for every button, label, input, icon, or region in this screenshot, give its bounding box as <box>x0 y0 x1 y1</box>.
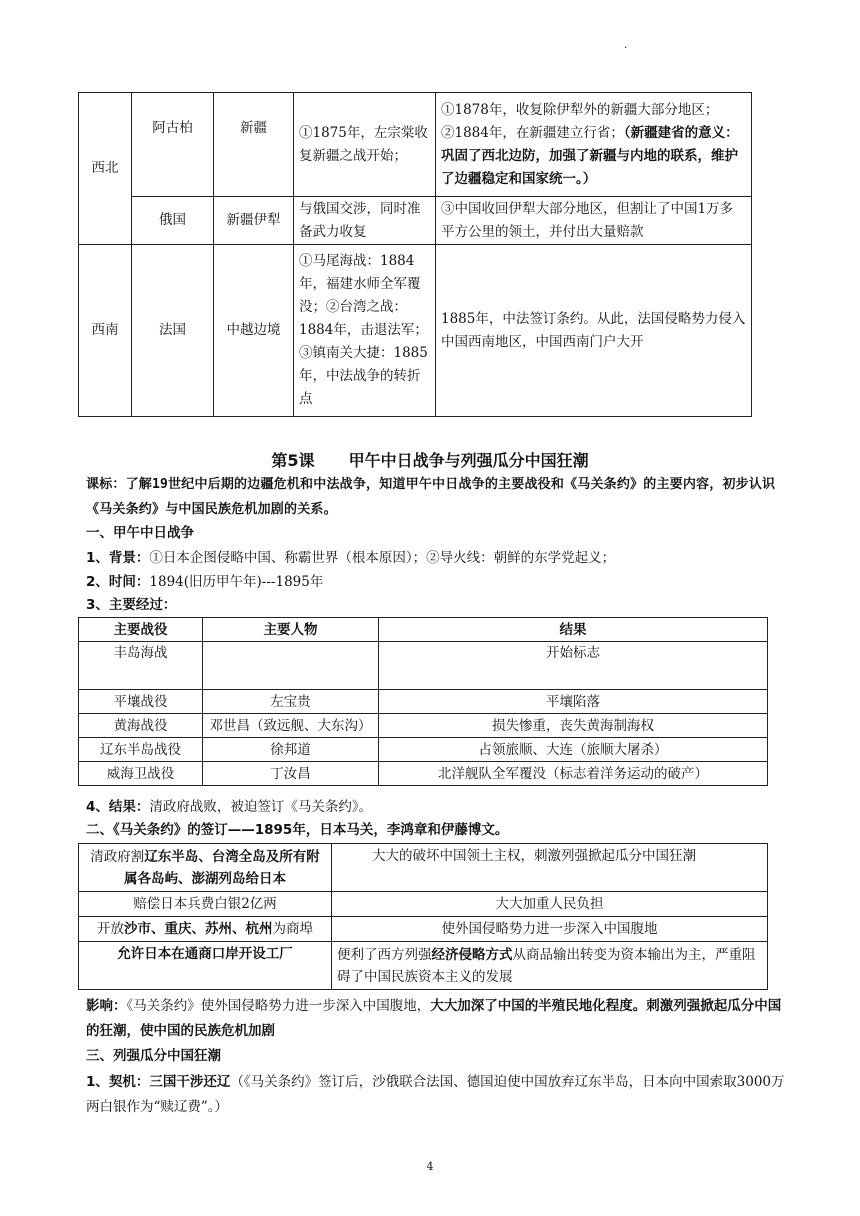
result-cell <box>436 93 752 197</box>
header-dot: . <box>624 40 628 51</box>
time-line <box>86 571 786 594</box>
outcome-cell: 占领旅顺、大连（旅顺大屠杀） <box>379 738 768 762</box>
table-row <box>79 245 752 417</box>
column-header: 主要战役 <box>79 618 203 642</box>
border-crisis-table <box>78 92 752 417</box>
effect-text: 从商品输出转变为资本输出为主，严重阻碍了中国民族资本主义的发展 <box>337 946 756 985</box>
person-cell: 丁汝昌 <box>203 762 379 786</box>
result-bold-text: （新疆建省的意义：巩固了西北边防，加强了新疆与内地的联系，维护了边疆稳定和国家统一。） <box>441 124 739 187</box>
result-cell: 1885年，中法签订条约。从此，法国侵略势力侵入中国西南地区，中国西南门户大开 <box>436 245 752 417</box>
person-cell: 左宝贵 <box>203 690 379 714</box>
opportunity-label: 1、契机：三国干涉还辽 <box>86 1074 231 1090</box>
battle-cell: 丰岛海战 <box>79 642 203 690</box>
curriculum-standard: 课标：了解19世纪中后期的边疆危机和中法战争，知道甲午中日战争的主要战役和《马关条约》的主要内容，初步认识《马关条约》与中国民族危机加剧的关系。 <box>86 477 776 517</box>
lesson-number: 第5课 <box>271 451 315 470</box>
lesson-name: 甲午中日战争与列强瓜分中国狂潮 <box>348 451 589 470</box>
table-row <box>79 844 768 892</box>
table-row <box>79 690 768 714</box>
place-cell: 新疆 <box>214 93 294 197</box>
table-row <box>79 642 768 690</box>
enemy-cell: 阿古柏 <box>132 93 214 197</box>
result-line <box>86 796 786 819</box>
person-cell: 徐邦道 <box>203 738 379 762</box>
term-cell: 允许日本在通商口岸开设工厂 <box>79 942 332 990</box>
table-header-row <box>79 618 768 642</box>
impact-bold-text: 大大加深了中国的半殖民地化程度。刺激列强掀起瓜分中国的狂潮，使中国的民族危机加剧 <box>86 998 782 1039</box>
person-cell <box>203 642 379 690</box>
region-cell: 西南 <box>79 245 132 417</box>
place-cell: 新疆伊犁 <box>214 197 294 245</box>
process-cell: ①马尾海战：1884年，福建水师全军覆没；②台湾之战：1884年，击退法军；③镇南关大捷：1885年，中法战争的转折点 <box>294 245 436 417</box>
table-row <box>79 738 768 762</box>
outcome-cell: 北洋舰队全军覆没（标志着洋务运动的破产） <box>379 762 768 786</box>
effect-cell: 大大加重人民负担 <box>332 892 768 917</box>
background-label: 1、背景： <box>86 550 150 566</box>
result-cell: ③中国收回伊犁大部分地区，但割让了中国1万多平方公里的领土，并付出大量赔款 <box>436 197 752 245</box>
battle-cell: 黄海战役 <box>79 714 203 738</box>
term-cell: 赔偿日本兵费白银2亿两 <box>79 892 332 917</box>
battle-cell: 辽东半岛战役 <box>79 738 203 762</box>
term-text: 为商埠 <box>272 921 313 937</box>
section-2-title <box>86 819 786 842</box>
term-cell <box>79 917 332 942</box>
process-cell: ①1875年，左宗棠收复新疆之战开始； <box>294 93 436 197</box>
impact-paragraph <box>86 994 786 1044</box>
impact-text: 《马关条约》使外国侵略势力进一步深入中国腹地， <box>126 998 431 1014</box>
time-label: 2、时间： <box>86 574 150 590</box>
treaty-terms-table <box>78 843 768 990</box>
outcome-cell: 损失惨重，丧失黄海制海权 <box>379 714 768 738</box>
term-text: 开放 <box>97 921 124 937</box>
enemy-cell: 俄国 <box>132 197 214 245</box>
effect-cell <box>332 942 768 990</box>
background-text: ①日本企图侵略中国、称霸世界（根本原因）；②导火线：朝鲜的东学党起义； <box>149 550 616 566</box>
effect-bold-text: 经济侵略方式 <box>431 946 513 963</box>
process-cell: 与俄国交涉，同时准备武力收复 <box>294 197 436 245</box>
outcome-cell: 平壤陷落 <box>379 690 768 714</box>
background-line <box>86 547 786 570</box>
outcome-cell: 开始标志 <box>379 642 768 690</box>
section-1-title: 一、甲午中日战争 <box>86 525 194 541</box>
result-text: ①1878年，收复除伊犁外的新疆大部分地区；②1884年，在新疆建立行省； <box>441 101 719 141</box>
term-text: 清政府割 <box>90 848 145 865</box>
table-row <box>79 892 768 917</box>
effect-cell: 使外国侵略势力进一步深入中国腹地 <box>332 917 768 942</box>
enemy-cell: 法国 <box>132 245 214 417</box>
opportunity-text: （《马关条约》签订后，沙俄联合法国、德国迫使中国放弃辽东半岛，日本向中国索取3000万两白银作为“赎辽费”。） <box>86 1074 785 1115</box>
table-row <box>79 942 768 990</box>
time-text: 1894(旧历甲午年)---1895年 <box>149 574 324 590</box>
place-cell: 中越边境 <box>214 245 294 417</box>
result-label: 4、结果： <box>86 799 150 815</box>
table-row <box>79 714 768 738</box>
result-text: 清政府战败，被迫签订《马关条约》。 <box>149 799 373 815</box>
process-label: 3、主要经过： <box>86 597 177 613</box>
effect-cell: 大大的破坏中国领土主权，刺激列强掀起瓜分中国狂潮 <box>332 844 768 892</box>
opportunity-paragraph <box>86 1070 786 1120</box>
table-row <box>79 93 752 197</box>
battle-cell: 平壤战役 <box>79 690 203 714</box>
lesson-title <box>0 448 860 471</box>
battle-cell: 威海卫战役 <box>79 762 203 786</box>
table-row <box>79 762 768 786</box>
battles-table <box>78 617 768 786</box>
column-header: 主要人物 <box>203 618 379 642</box>
table-row <box>79 197 752 245</box>
page-number: 4 <box>426 1160 434 1173</box>
section-3-title: 三、列强瓜分中国狂潮 <box>86 1048 221 1064</box>
section-2-title-a: 二、《马关条约》 <box>86 822 188 838</box>
term-bold-text: 沙市、重庆、苏州、杭州 <box>124 921 273 937</box>
table-row <box>79 917 768 942</box>
term-bold-text: 辽东半岛、台湾全岛及所有附属各岛屿、澎湖列岛给日本 <box>124 848 320 887</box>
column-header: 结果 <box>379 618 768 642</box>
impact-label: 影响： <box>86 998 127 1014</box>
region-cell: 西北 <box>79 93 132 245</box>
section-2-title-b: 的签订——1895年，日本马关，李鸿章和伊藤博文。 <box>187 822 509 838</box>
effect-text: 便利了西方列强 <box>337 946 432 963</box>
person-cell: 邓世昌（致远舰、大东沟） <box>203 714 379 738</box>
term-cell <box>79 844 332 892</box>
